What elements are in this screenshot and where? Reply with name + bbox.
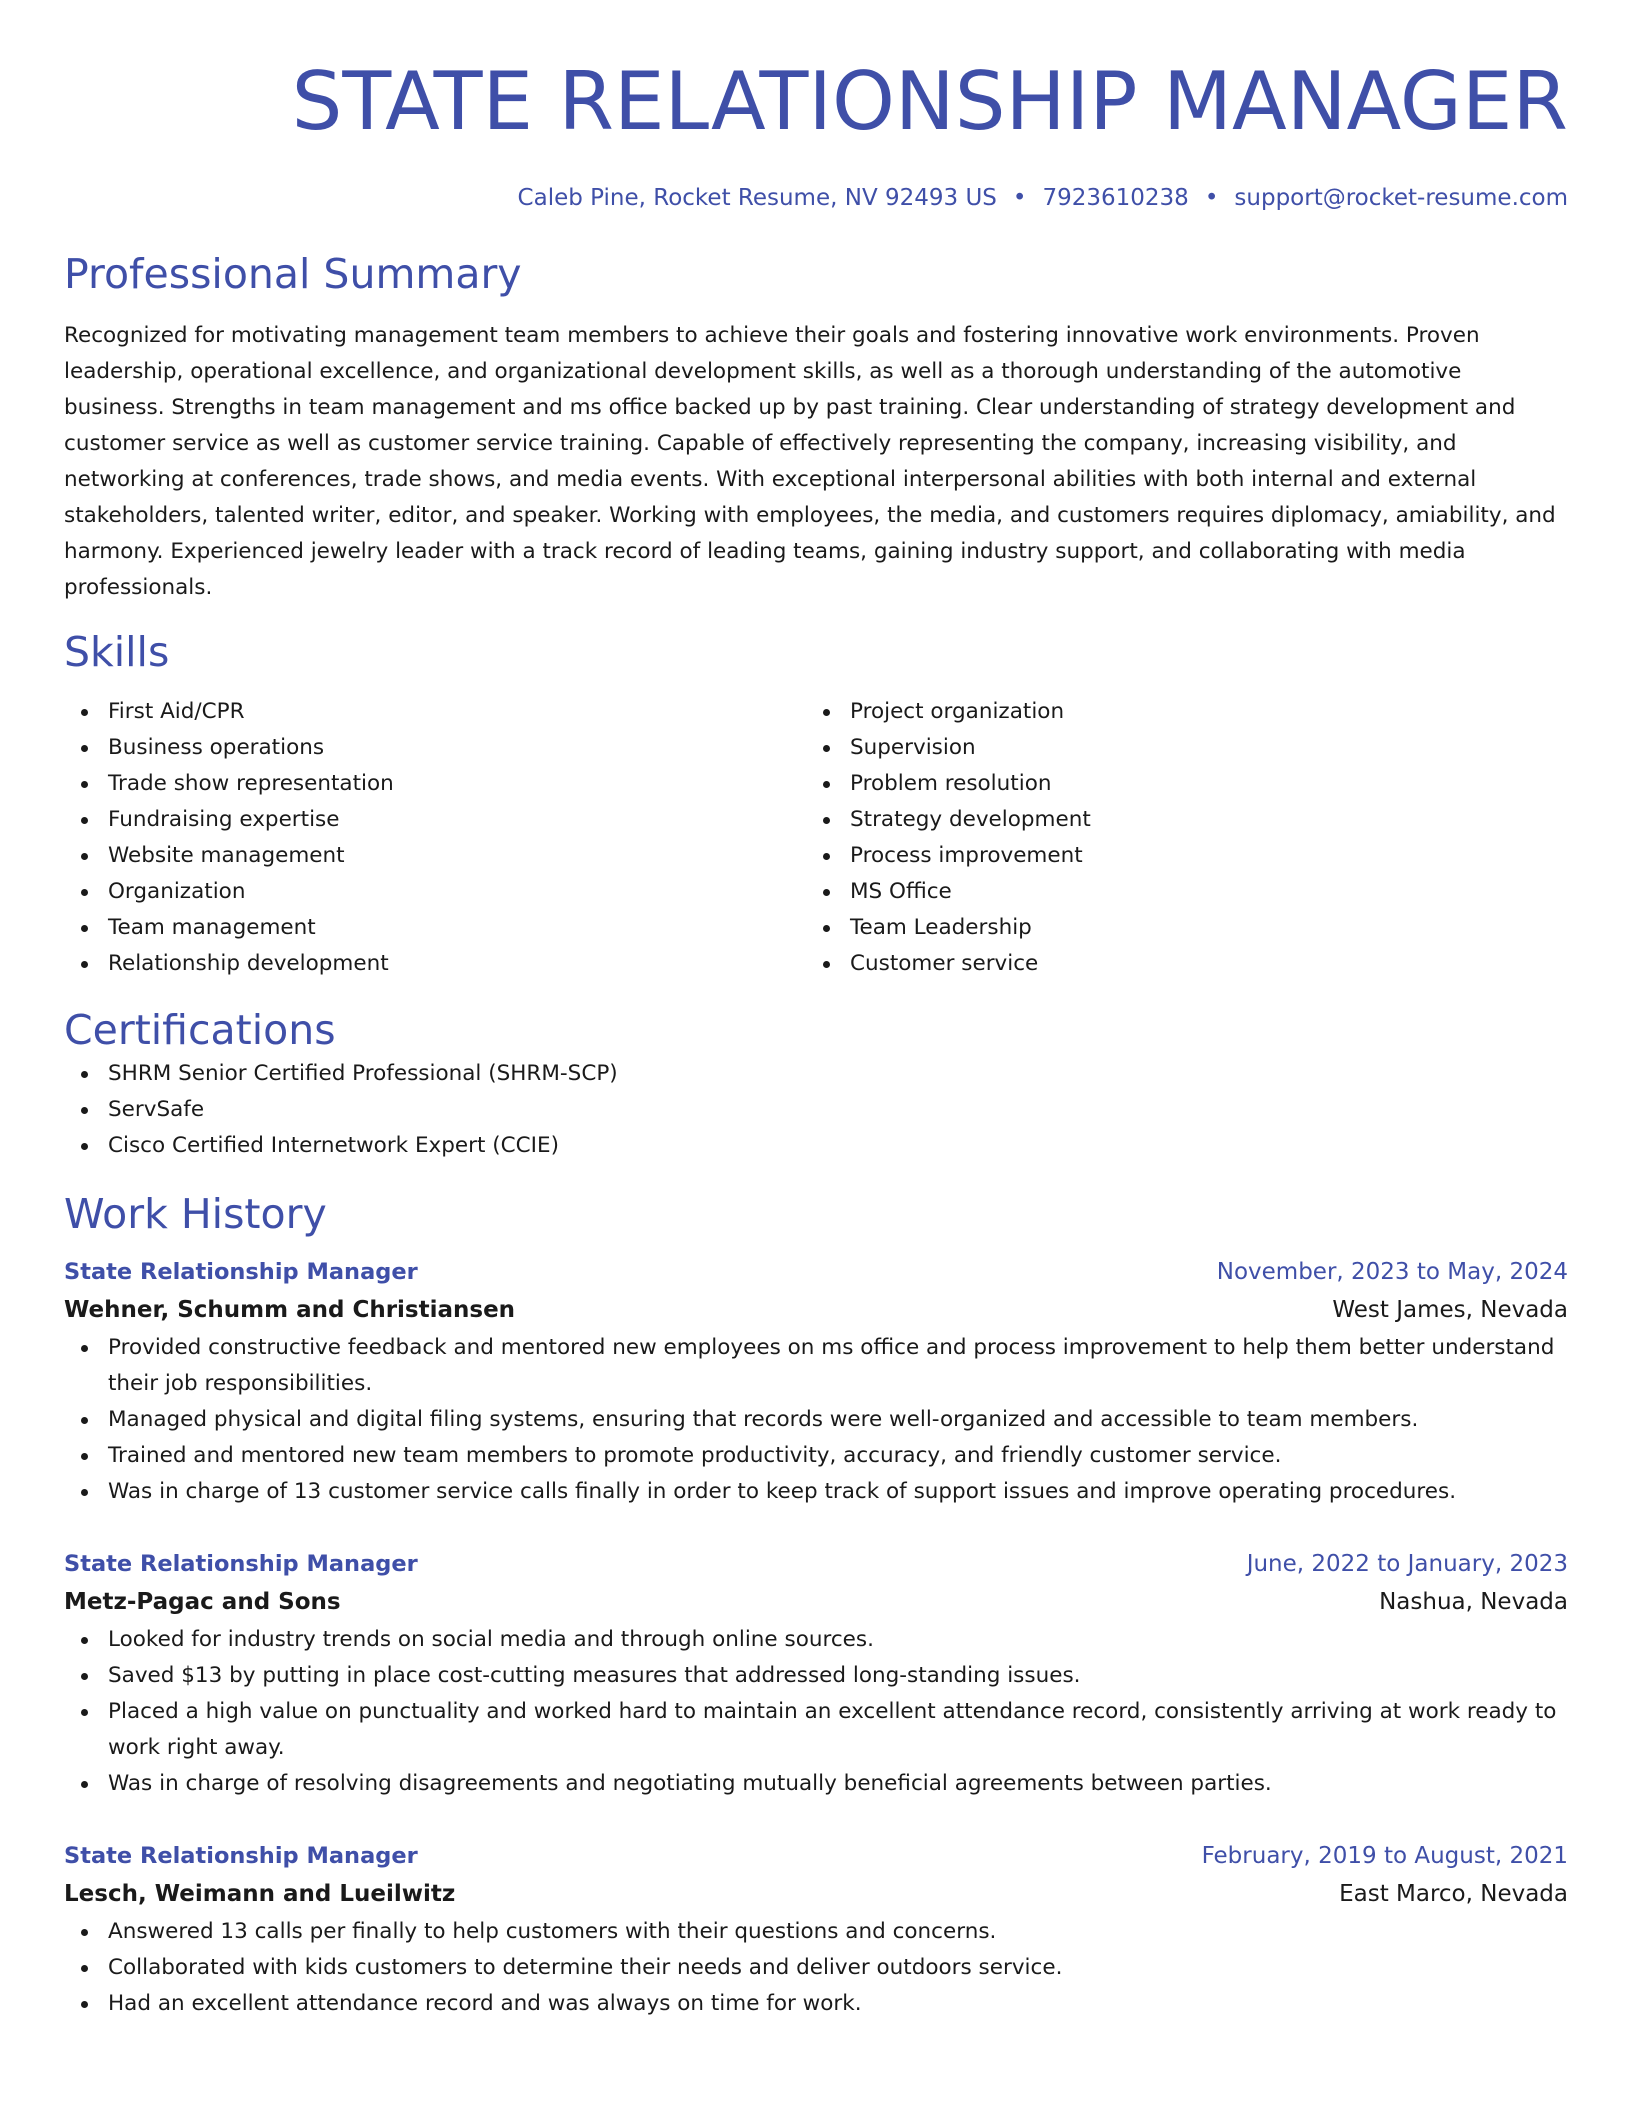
skill-item: Strategy development: [850, 802, 1548, 838]
job-bullet: Saved $13 by putting in place cost-cutting measures that addressed long-standing issues.: [108, 1658, 1568, 1694]
contact-phone: 7923610238: [1042, 185, 1189, 211]
job-bullet: Was in charge of resolving disagreements and negotiating mutually beneficial agreements between parties.: [108, 1766, 1568, 1802]
job-bullet: Had an excellent attendance record and was always on time for work.: [108, 1986, 1568, 2022]
job-company-row: [64, 1874, 1568, 1914]
contact-separator: •: [1012, 185, 1027, 211]
skill-item: Project organization: [850, 694, 1548, 730]
job-bullets: [64, 1622, 1568, 1802]
contact-separator: •: [1204, 185, 1219, 211]
job-title-row: [64, 1838, 1568, 1874]
job-title: State Relationship Manager: [64, 1259, 418, 1285]
skill-item: MS Office: [850, 874, 1548, 910]
job-entry: [64, 1546, 1568, 1802]
job-title: State Relationship Manager: [64, 1551, 418, 1577]
job-title-row: [64, 1546, 1568, 1582]
job-location: Nashua, Nevada: [1379, 1589, 1568, 1615]
skills-grid: [64, 694, 1568, 982]
job-bullet: Provided constructive feedback and mentored new employees on ms office and process improvement to help them better understand their job responsibilities.: [108, 1330, 1568, 1402]
certification-item: Cisco Certified Internetwork Expert (CCIE): [108, 1128, 1568, 1164]
skill-item: Organization: [108, 874, 806, 910]
job-entry: [64, 1254, 1568, 1510]
skill-item: Customer service: [850, 946, 1548, 982]
skill-item: Business operations: [108, 730, 806, 766]
job-company: Wehner, Schumm and Christiansen: [64, 1297, 516, 1323]
job-bullet: Placed a high value on punctuality and worked hard to maintain an excellent attendance record, consistently arriving at work ready to work right away.: [108, 1694, 1568, 1766]
job-bullet: Looked for industry trends on social media and through online sources.: [108, 1622, 1568, 1658]
skill-item: Website management: [108, 838, 806, 874]
skills-heading: Skills: [64, 628, 170, 676]
job-entry: [64, 1838, 1568, 2022]
contact-address: Caleb Pine, Rocket Resume, NV 92493 US: [517, 185, 997, 211]
skill-item: Trade show representation: [108, 766, 806, 802]
job-dates: November, 2023 to May, 2024: [1216, 1259, 1568, 1285]
job-bullet: Collaborated with kids customers to determine their needs and deliver outdoors service.: [108, 1950, 1568, 1986]
resume-title: STATE RELATIONSHIP MANAGER: [291, 55, 1568, 148]
summary-heading: Professional Summary: [64, 250, 522, 298]
job-dates: June, 2022 to January, 2023: [1246, 1551, 1568, 1577]
job-location: West James, Nevada: [1332, 1297, 1568, 1323]
job-company-row: [64, 1582, 1568, 1622]
certifications-list: [64, 1056, 1568, 1164]
skills-list-right: [806, 694, 1548, 982]
skill-item: Supervision: [850, 730, 1548, 766]
job-dates: February, 2019 to August, 2021: [1201, 1843, 1568, 1869]
job-location: East Marco, Nevada: [1339, 1881, 1568, 1907]
job-bullet: Managed physical and digital filing systems, ensuring that records were well-organized and accessible to team members.: [108, 1402, 1568, 1438]
job-bullet: Answered 13 calls per finally to help customers with their questions and concerns.: [108, 1914, 1568, 1950]
job-title-row: [64, 1254, 1568, 1290]
contact-line: [64, 182, 1568, 214]
contact-email: support@rocket-resume.com: [1234, 185, 1568, 211]
skill-item: Relationship development: [108, 946, 806, 982]
certification-item: SHRM Senior Certified Professional (SHRM-SCP): [108, 1056, 1568, 1092]
skill-item: Team Leadership: [850, 910, 1548, 946]
certification-item: ServSafe: [108, 1092, 1568, 1128]
job-company: Lesch, Weimann and Lueilwitz: [64, 1881, 456, 1907]
job-bullets: [64, 1330, 1568, 1510]
skill-item: Team management: [108, 910, 806, 946]
work-history-heading: Work History: [64, 1190, 327, 1238]
job-bullet: Was in charge of 13 customer service calls finally in order to keep track of support issues and improve operating procedures.: [108, 1474, 1568, 1510]
skill-item: Process improvement: [850, 838, 1548, 874]
skill-item: Problem resolution: [850, 766, 1548, 802]
certifications-heading: Certifications: [64, 1006, 336, 1054]
job-company-row: [64, 1290, 1568, 1330]
job-bullets: [64, 1914, 1568, 2022]
job-bullet: Trained and mentored new team members to promote productivity, accuracy, and friendly customer service.: [108, 1438, 1568, 1474]
job-company: Metz-Pagac and Sons: [64, 1589, 341, 1615]
job-title: State Relationship Manager: [64, 1843, 418, 1869]
skill-item: First Aid/CPR: [108, 694, 806, 730]
skills-list-left: [64, 694, 806, 982]
skill-item: Fundraising expertise: [108, 802, 806, 838]
summary-text: Recognized for motivating management team members to achieve their goals and fostering innovative work environments. Proven leadership, operational excellence, and organizational development skills, as well as a thorough understanding of the automotive business. Strengths in team management and ms office backed up by past training. Clear understanding of strategy development and customer service as well as customer service training. Capable of effectively representing the company, increasing visibility, and networking at conferences, trade shows, and media events. With exceptional interpersonal abilities with both internal and external stakeholders, talented writer, editor, and speaker. Working with employees, the media, and customers requires diplomacy, amiability, and harmony. Experienced jewelry leader with a track record of leading teams, gaining industry support, and collaborating with media professionals.: [64, 323, 1556, 600]
